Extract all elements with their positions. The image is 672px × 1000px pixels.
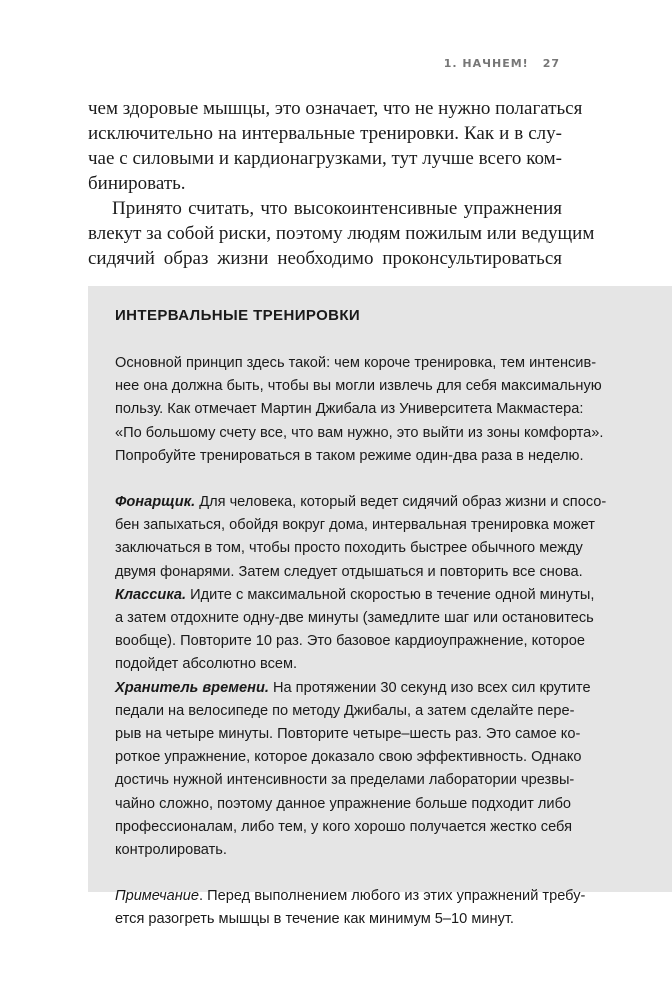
- note-lead: Примечание: [115, 888, 200, 905]
- lamplighter-first-line: [115, 491, 607, 514]
- sidebar-line: двумя фонарями. Затем следует отдышаться и повторить все снова.: [115, 563, 583, 580]
- sidebar-line: роткое упражнение, которое доказало свою эффективность. Однако: [115, 749, 582, 766]
- sidebar-line: вообще). Повторите 10 раз. Это базовое кардиоупражнение, которое: [115, 633, 585, 650]
- sidebar-line: подойдет абсолютно всем.: [115, 656, 298, 673]
- running-head: [444, 57, 560, 70]
- lamplighter-text: Для человека, который ведет сидячий образ жизни и спосо-: [195, 494, 607, 511]
- paragraph-gap: [115, 468, 549, 491]
- sidebar-line: а затем отдохните одну-две минуты (замедлите шаг или остановитесь: [115, 610, 594, 627]
- sidebar-line: Попробуйте тренироваться в таком режиме один-два раза в неделю.: [115, 447, 584, 464]
- page-number: 27: [542, 57, 560, 70]
- sidebar-content: [115, 304, 607, 932]
- sidebar-line: Основной принцип здесь такой: чем короче тренировка, тем интенсив-: [115, 355, 597, 371]
- sidebar-line: ется разогреть мышцы в течение как минимум 5–10 минут.: [115, 911, 514, 928]
- note-text: . Перед выполнением любого из этих упражнений требу-: [199, 888, 586, 905]
- body-line: сидячий образ жизни необходимо проконсультироваться: [88, 248, 562, 269]
- classic-text: Идите с максимальной скоростью в течение одной минуты,: [186, 586, 595, 603]
- body-line: влекут за собой риски, поэтому людям пожилым или ведущим: [88, 223, 595, 244]
- classic-first-line: [115, 584, 595, 607]
- chapter-title: 1. НАЧНЕМ!: [443, 57, 529, 70]
- lamplighter-lead: Фонарщик.: [115, 494, 196, 511]
- sidebar-line: пользу. Как отмечает Мартин Джибала из Университета Макмастера:: [115, 401, 584, 418]
- note-first-line: [115, 885, 586, 908]
- timekeeper-text: На протяжении 30 секунд изо всех сил крутите: [268, 679, 591, 696]
- sidebar-title: ИНТЕРВАЛЬНЫЕ ТРЕНИРОВКИ: [115, 307, 361, 324]
- sidebar-line: достичь нужной интенсивности за пределами лаборатории чрезвы-: [115, 772, 575, 789]
- body-line: бинировать.: [88, 173, 186, 194]
- body-line: чем здоровые мышцы, это означает, что не нужно полагаться: [88, 98, 583, 119]
- body-line: Принято считать, что высокоинтенсивные упражнения: [112, 198, 562, 219]
- body-line: чае с силовыми и кардионагрузками, тут лучше всего ком-: [88, 148, 562, 169]
- timekeeper-lead: Хранитель времени.: [115, 679, 269, 696]
- sidebar-line: бен запыхаться, обойдя вокруг дома, интервальная тренировка может: [115, 517, 595, 534]
- body-text: [88, 96, 595, 271]
- paragraph-gap: [115, 862, 549, 885]
- sidebar-box: [88, 286, 672, 928]
- body-line: исключительно на интервальные тренировки. Как и в слу-: [88, 123, 562, 144]
- sidebar-line: контролировать.: [115, 842, 227, 859]
- sidebar-line: рыв на четыре минуты. Повторите четыре–шесть раз. Это самое ко-: [115, 726, 581, 743]
- sidebar-line: заключаться в том, чтобы просто походить быстрее обычного между: [115, 540, 583, 557]
- timekeeper-first-line: [115, 677, 591, 700]
- sidebar-line: нее она должна быть, чтобы вы могли извлечь для себя максимальную: [115, 378, 602, 395]
- sidebar-line: профессионалам, либо тем, у кого хорошо получается жестко себя: [115, 818, 573, 835]
- sidebar-line: чайно сложно, поэтому данное упражнение больше подходит либо: [115, 795, 572, 812]
- sidebar-line: «По большому счету все, что вам нужно, это выйти из зоны комфорта».: [115, 424, 604, 441]
- sidebar-line: педали на велосипеде по методу Джибалы, а затем сделайте пере-: [115, 702, 575, 719]
- classic-lead: Классика.: [115, 586, 187, 603]
